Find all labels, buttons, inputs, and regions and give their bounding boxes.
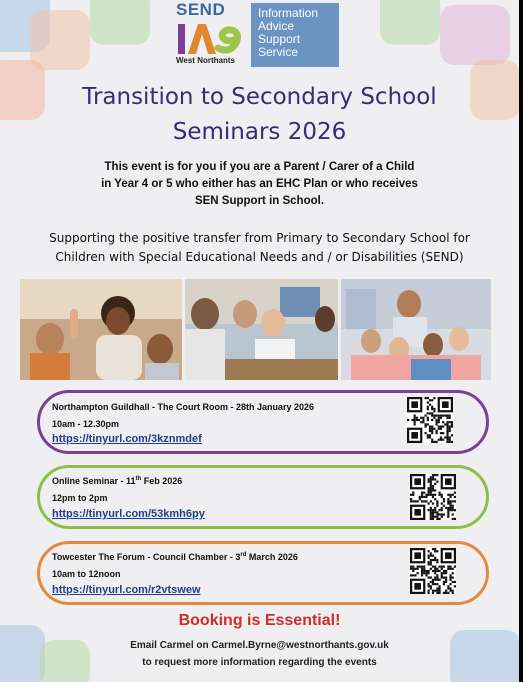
puzzle-piece-decoration xyxy=(0,625,45,682)
logo-service-line: Advice xyxy=(258,19,295,33)
event-link[interactable]: https://tinyurl.com/3kznmdef xyxy=(52,433,202,445)
puzzle-piece-decoration xyxy=(450,630,519,682)
logo-iass-mark xyxy=(176,18,248,58)
classroom-photo-teacher xyxy=(20,279,182,380)
event-time: 10am to 12noon xyxy=(52,569,121,579)
event-venue-suffix: Feb 2026 xyxy=(141,476,183,486)
event-link[interactable]: https://tinyurl.com/r2vtswew xyxy=(52,584,201,596)
event-venue: Northampton Guildhall - The Court Room - 28th January 2026 xyxy=(52,402,315,412)
logo-send-text: SEND xyxy=(176,0,226,19)
logo-area-text: West Northants xyxy=(176,56,235,65)
event-venue xyxy=(52,552,298,562)
qr-code-icon[interactable] xyxy=(410,548,456,594)
footer-email-line: Email Carmel on Carmel.Byrne@westnorthants.gov.uk xyxy=(130,640,389,651)
logo-service-line: Service xyxy=(258,45,299,59)
footer-request-line: to request more information regarding the events xyxy=(142,657,377,668)
intro-line: SEN Support in School. xyxy=(194,195,325,207)
event-venue-suffix: March 2026 xyxy=(246,552,298,562)
event-venue-prefix: Online Seminar - 11 xyxy=(52,476,136,486)
classroom-photo-students xyxy=(185,279,338,380)
classroom-photo-group xyxy=(341,279,491,380)
booking-notice: Booking is Essential! xyxy=(178,612,341,629)
support-text xyxy=(0,229,519,267)
logo-service-line: Support xyxy=(258,32,301,46)
puzzle-piece-decoration xyxy=(380,0,440,45)
intro-line: in Year 4 or 5 who either has an EHC Plan or who receives xyxy=(101,178,418,190)
puzzle-piece-decoration xyxy=(440,5,510,65)
support-line: Children with Special Educational Needs and / or Disabilities (SEND) xyxy=(55,250,464,264)
intro-text xyxy=(0,159,519,210)
qr-code-icon[interactable] xyxy=(407,397,453,443)
logo-service-line: Information xyxy=(258,6,319,20)
intro-line: This event is for you if you are a Parent / Carer of a Child xyxy=(104,161,415,173)
event-venue xyxy=(52,476,182,486)
logo-service-box xyxy=(251,3,339,67)
page-title-line-2: Seminars 2026 xyxy=(172,119,347,145)
puzzle-piece-decoration xyxy=(90,0,150,45)
event-venue-sup: th xyxy=(135,476,142,482)
event-venue-prefix: Towcester The Forum - Council Chamber - 3 xyxy=(52,552,241,562)
event-time: 12pm to 2pm xyxy=(52,493,108,503)
event-venue-sup: rd xyxy=(240,552,247,558)
qr-code-icon[interactable] xyxy=(410,474,456,520)
event-time: 10am - 12.30pm xyxy=(52,419,120,429)
event-link[interactable]: https://tinyurl.com/53kmh6py xyxy=(52,508,205,520)
page-title-line-1: Transition to Secondary School xyxy=(82,84,437,110)
puzzle-piece-decoration xyxy=(30,10,90,70)
support-line: Supporting the positive transfer from Primary to Secondary School for xyxy=(49,231,470,245)
